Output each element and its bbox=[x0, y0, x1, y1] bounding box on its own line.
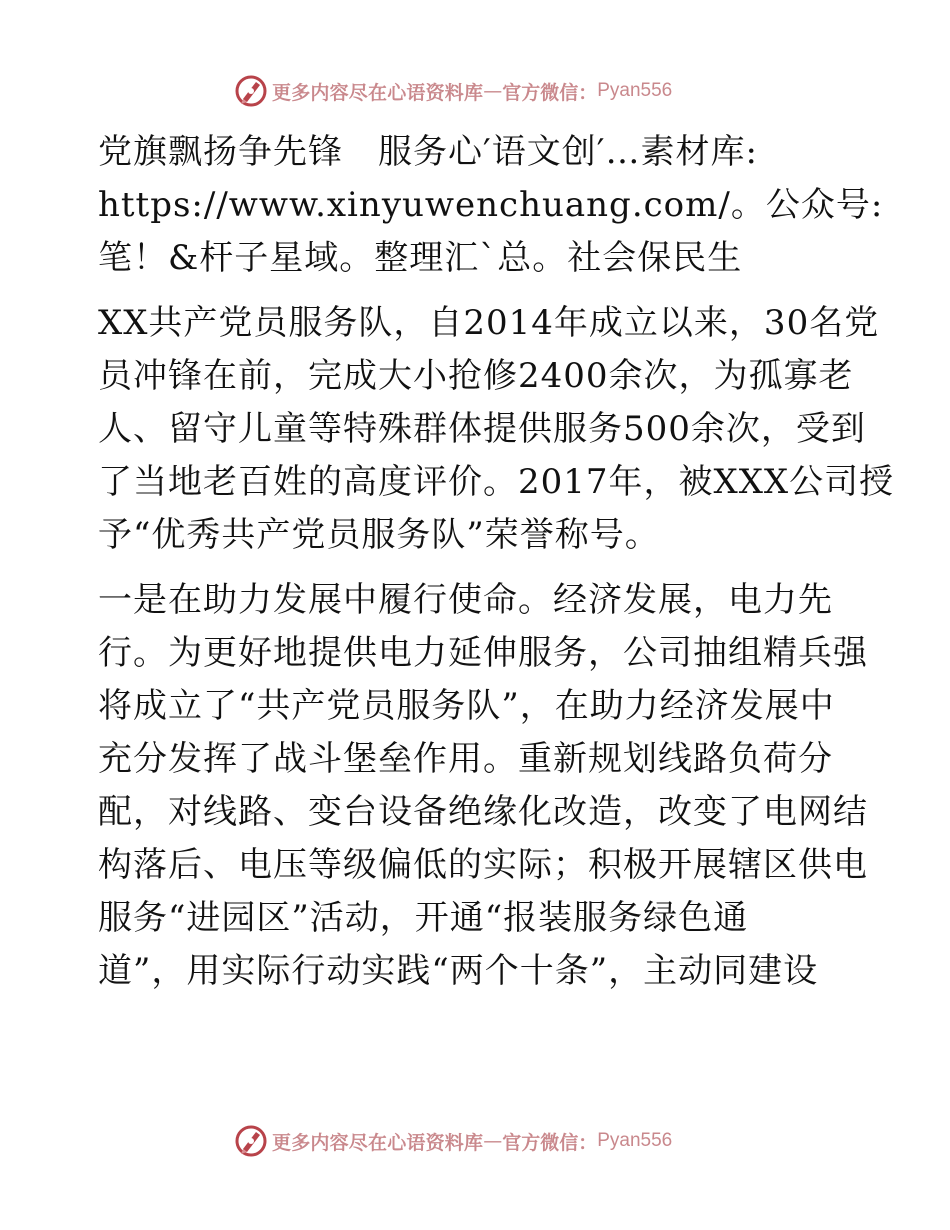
text-line: 服务“进园区”活动，开通“报装服务绿色通 bbox=[98, 898, 749, 938]
text-line: 行。为更好地提供电力延伸服务，公司抽组精兵强 bbox=[98, 633, 868, 673]
pen-logo-icon bbox=[234, 1124, 268, 1158]
text-line: 予“优秀共产党员服务队”荣誉称号。 bbox=[98, 515, 660, 555]
banner-site-text: 更多内容尽在心语资料库 bbox=[272, 81, 484, 104]
banner-wechat-id: Pyan556 bbox=[597, 1130, 673, 1151]
text-line: 笔！&杆子星域。整理汇`总。社会保民生 bbox=[98, 238, 743, 278]
text-line: 员冲锋在前，完成大小抢修2400余次，为孤寡老 bbox=[98, 356, 854, 396]
title-block bbox=[98, 126, 884, 285]
footer-banner bbox=[234, 1121, 672, 1161]
text-line: https://www.xinyuwenchuang.com/。公众号: bbox=[98, 185, 884, 225]
banner-wechat-id: Pyan556 bbox=[597, 80, 673, 101]
text-line: 充分发挥了战斗堡垒作用。重新规划线路负荷分 bbox=[98, 739, 833, 779]
text-line: 了当地老百姓的高度评价。2017年，被XXX公司授 bbox=[98, 462, 895, 502]
document-body bbox=[98, 126, 895, 998]
banner-official-label: 官方微信： bbox=[502, 81, 598, 104]
text-line: 道”，用实际行动实践“两个十条”，主动同建设 bbox=[98, 951, 819, 991]
banner-separator: — bbox=[483, 1130, 503, 1152]
banner-official-label: 官方微信： bbox=[502, 1131, 598, 1154]
text-line: XX共产党员服务队，自2014年成立以来，30名党 bbox=[98, 303, 880, 343]
text-line: 一是在助力发展中履行使命。经济发展，电力先 bbox=[98, 580, 833, 620]
paragraph-mission bbox=[98, 574, 868, 998]
pen-logo-icon bbox=[234, 74, 268, 108]
text-line: 构落后、电压等级偏低的实际；积极开展辖区供电 bbox=[98, 845, 868, 885]
text-line: 党旗飘扬争先锋 服务心′语文创′…素材库: bbox=[98, 132, 758, 172]
paragraph-intro bbox=[98, 297, 895, 562]
banner-separator: — bbox=[483, 80, 503, 102]
text-line: 将成立了“共产党员服务队”，在助力经济发展中 bbox=[98, 686, 835, 726]
text-line: 人、留守儿童等特殊群体提供服务500余次，受到 bbox=[98, 409, 866, 449]
header-banner bbox=[234, 71, 672, 111]
banner-site-text: 更多内容尽在心语资料库 bbox=[272, 1131, 484, 1154]
text-line: 配，对线路、变台设备绝缘化改造，改变了电网结 bbox=[98, 792, 868, 832]
